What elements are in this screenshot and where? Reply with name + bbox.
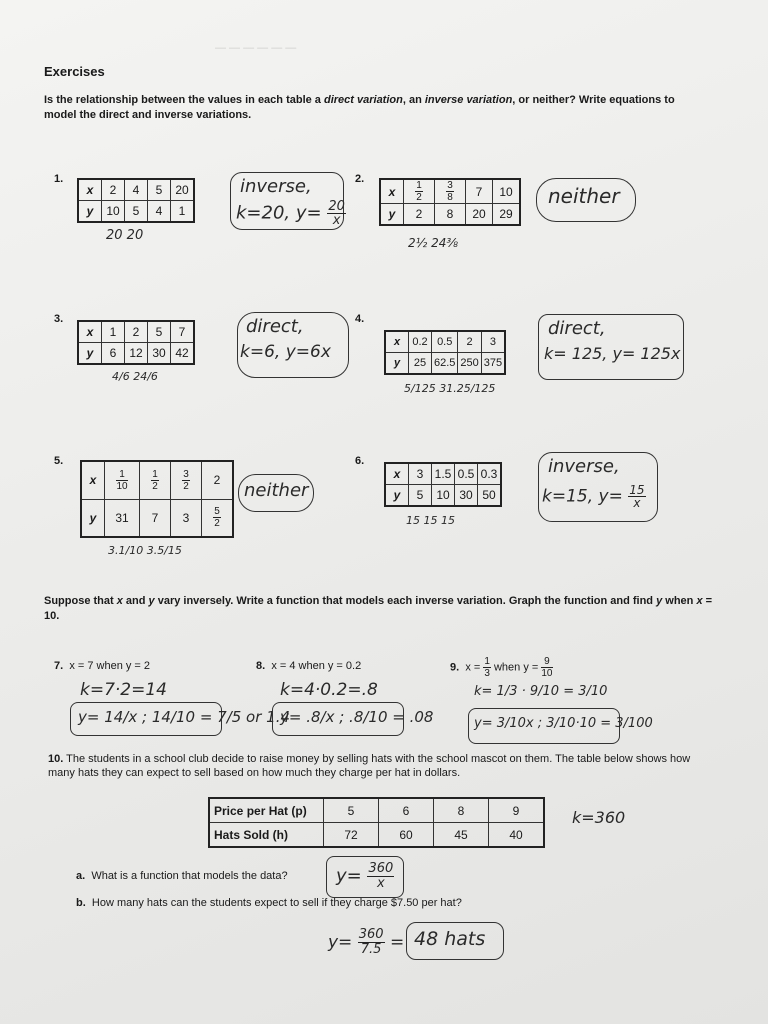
table-cell: 4 — [148, 201, 171, 223]
question-label: a. — [76, 870, 86, 882]
problem-8-work: k=4·0.2=.8 — [280, 680, 378, 700]
table-cell — [105, 461, 140, 499]
problem-7-answer: y= 14/x ; 14/10 = 7/5 or 1.4 — [78, 708, 291, 726]
fraction — [151, 469, 159, 492]
denominator: 10 — [116, 480, 128, 492]
problem-7 — [54, 660, 150, 672]
problem-text: x = 7 when y = 2 — [69, 660, 151, 672]
problem-number: 10. — [48, 753, 64, 765]
problem-7-work: k=7·2=14 — [80, 680, 168, 700]
y-header: y — [78, 201, 102, 223]
table-cell: 2 — [102, 179, 125, 201]
table-cell: 2 — [125, 321, 148, 343]
numerator: 360 — [358, 927, 384, 942]
numerator: 1 — [416, 180, 422, 191]
sec-var: x — [696, 595, 703, 607]
answer-fraction — [327, 200, 346, 227]
exercise-1-work: 20 20 — [106, 228, 144, 243]
exercise-1-answer-line2 — [236, 200, 346, 227]
exercise-3-number: 3. — [54, 313, 64, 325]
table-cell: 40 — [489, 823, 545, 848]
exercise-6-answer-line1: inverse, — [548, 456, 620, 477]
exercise-6-table — [384, 462, 502, 507]
table-cell: 20 — [466, 204, 493, 226]
answer-fraction — [367, 862, 394, 891]
exercise-2-number: 2. — [355, 173, 365, 185]
numerator: 1 — [116, 469, 127, 481]
question-text: How many hats can the students expect to sell if they charge $7.50 per hat? — [91, 897, 462, 909]
problem-text: x = 4 when y = 0.2 — [271, 660, 362, 672]
answer-lhs: y= — [336, 865, 362, 887]
exercise-4-table — [384, 330, 506, 375]
exercise-5-answer: neither — [244, 480, 309, 501]
sec-text: and — [122, 595, 149, 607]
problem-text: The students in a school club decide to raise money by selling hats with the school mascot on them. The table below shows how many hats they can expect to sell based on how much they charge per hat in dollars. — [48, 753, 691, 779]
denominator: x — [332, 213, 341, 228]
table-cell: 0.5 — [455, 463, 478, 485]
table-cell — [171, 461, 202, 499]
problem-number: 9. — [450, 661, 460, 674]
table-cell: 2 — [202, 461, 234, 499]
numerator: 3 — [183, 468, 189, 480]
exercise-6-number: 6. — [355, 455, 365, 467]
fraction — [541, 656, 552, 679]
table-cell: 2 — [404, 204, 435, 226]
exercise-2-work: 2½ 24⅜ — [408, 236, 458, 250]
row-label-price: Price per Hat (p) — [209, 798, 324, 823]
problem-number: 7. — [54, 660, 64, 672]
fraction — [415, 180, 423, 203]
work-lhs: y= — [328, 932, 353, 953]
table-cell — [435, 179, 466, 204]
instructions — [44, 93, 684, 123]
problem-9 — [450, 656, 553, 679]
exercise-3-answer-line1: direct, — [246, 316, 304, 337]
numerator: 3 — [447, 180, 453, 191]
denominator: 8 — [447, 192, 453, 203]
exercise-4-answer-line2: k= 125, y= 125x — [544, 344, 681, 363]
sec-text: vary inversely. Write a function that models each inverse variation. Graph the function and find — [154, 595, 657, 607]
y-header: y — [380, 204, 404, 226]
exercise-6-work: 15 15 15 — [406, 514, 455, 527]
exercise-4-work: 5/125 31.25/125 — [404, 382, 496, 395]
answer-text: k=20, y= — [236, 202, 322, 224]
table-cell — [404, 179, 435, 204]
table-cell: 7 — [466, 179, 493, 204]
y-header: y — [81, 499, 105, 537]
table-cell: 5 — [324, 798, 379, 823]
table-cell: 7 — [140, 499, 171, 537]
problem-text: when y = — [490, 661, 542, 674]
table-cell: 50 — [478, 485, 502, 507]
table-cell — [140, 461, 171, 499]
table-cell: 1 — [171, 201, 195, 223]
section-2-instructions — [44, 594, 724, 624]
problem-number: 8. — [256, 660, 266, 672]
question-b-answer: 48 hats — [414, 928, 486, 950]
table-cell: 3 — [171, 499, 202, 537]
table-cell: 10 — [493, 179, 521, 204]
numerator: 1 — [484, 656, 490, 667]
sec-var: y — [656, 595, 663, 607]
table-cell: 30 — [455, 485, 478, 507]
exercise-2-answer: neither — [548, 184, 620, 208]
table-cell: 25 — [409, 353, 432, 375]
instructions-mid: , an — [402, 94, 425, 106]
answer-text: k=15, y= — [542, 486, 623, 507]
table-cell: 6 — [379, 798, 434, 823]
numerator: 5 — [214, 506, 220, 518]
instructions-part1: Is the relationship between the values in each table a — [44, 94, 324, 106]
table-cell: 3 — [481, 331, 505, 353]
question-b — [76, 897, 462, 909]
table-cell: 0.3 — [478, 463, 502, 485]
x-header: x — [380, 179, 404, 204]
exercise-4-answer-line1: direct, — [548, 318, 606, 339]
exercise-4-number: 4. — [355, 313, 365, 325]
numerator: 9 — [541, 656, 552, 668]
table-cell — [202, 499, 234, 537]
table-cell: 10 — [102, 201, 125, 223]
table-cell: 60 — [379, 823, 434, 848]
table-cell: 4 — [125, 179, 148, 201]
fraction — [483, 656, 491, 679]
numerator: 1 — [152, 468, 158, 480]
table-cell: 0.5 — [432, 331, 458, 353]
problem-10 — [48, 752, 698, 780]
x-header: x — [78, 321, 102, 343]
sec-text: Suppose that — [44, 595, 117, 607]
table-cell: 3 — [409, 463, 432, 485]
question-text: What is a function that models the data? — [91, 870, 288, 882]
instructions-direct: direct variation — [323, 94, 403, 106]
question-a-answer — [336, 862, 394, 891]
sec-text: when — [662, 595, 697, 607]
denominator: 2 — [152, 480, 158, 492]
k-note: k=360 — [572, 808, 626, 827]
table-cell: 1 — [102, 321, 125, 343]
problem-9-work: k= 1/3 · 9/10 = 3/10 — [474, 684, 608, 699]
table-cell: 62.5 — [432, 353, 458, 375]
x-header: x — [78, 179, 102, 201]
exercise-6-answer-line2 — [542, 484, 646, 509]
exercise-5-table — [80, 460, 234, 538]
x-header: x — [81, 461, 105, 499]
table-cell: 5 — [125, 201, 148, 223]
table-cell: 2 — [458, 331, 481, 353]
instructions-part2: , or neither? Write equations to model the direct and inverse variations. — [44, 94, 675, 121]
table-cell: 9 — [489, 798, 545, 823]
work-fraction — [358, 928, 385, 957]
exercise-2-table — [379, 178, 521, 226]
instructions-inverse: inverse variation — [424, 94, 513, 106]
exercise-1-table — [77, 178, 195, 223]
table-cell: 45 — [434, 823, 489, 848]
denominator: 2 — [183, 480, 189, 492]
table-cell: 7 — [171, 321, 195, 343]
page-title: Exercises — [44, 64, 105, 79]
table-cell: 30 — [148, 343, 171, 365]
problem-text: x = — [465, 661, 484, 674]
exercise-5-number: 5. — [54, 455, 64, 467]
problem-8 — [256, 660, 361, 672]
denominator: 3 — [484, 668, 490, 679]
table-cell: 12 — [125, 343, 148, 365]
row-label-hats: Hats Sold (h) — [209, 823, 324, 848]
table-cell: 8 — [434, 798, 489, 823]
table-cell: 1.5 — [432, 463, 455, 485]
answer-fraction — [628, 484, 645, 509]
exercise-3-answer-line2: k=6, y=6x — [240, 342, 331, 362]
fraction — [116, 469, 127, 492]
question-b-work: y= $\frac{360}{7.5}$ = — [328, 927, 405, 957]
sec-var: y — [148, 595, 155, 607]
denominator: 2 — [214, 518, 220, 530]
exercise-5-work: 3.1/10 3.5/15 — [108, 544, 182, 557]
y-header: y — [385, 485, 409, 507]
question-a — [76, 870, 288, 882]
denominator: x — [633, 496, 641, 510]
sec-text: = 10. — [44, 595, 713, 622]
table-cell: 29 — [493, 204, 521, 226]
denominator: 10 — [541, 668, 553, 679]
sec-var: x — [116, 595, 123, 607]
fraction — [446, 180, 454, 203]
table-cell: 31 — [105, 499, 140, 537]
numerator: 360 — [368, 861, 394, 876]
denominator: 2 — [416, 192, 422, 203]
table-cell: 5 — [148, 321, 171, 343]
table-cell: 5 — [409, 485, 432, 507]
fraction — [213, 506, 221, 529]
table-cell: 72 — [324, 823, 379, 848]
problem-8-answer: y= .8/x ; .8/10 = .08 — [280, 708, 434, 726]
table-cell: 10 — [432, 485, 455, 507]
numerator: 15 — [629, 483, 645, 497]
numerator: 20 — [328, 199, 345, 214]
x-header: x — [385, 463, 409, 485]
table-cell: 375 — [481, 353, 505, 375]
table-cell: 20 — [171, 179, 195, 201]
table-cell: 42 — [171, 343, 195, 365]
table-cell: 5 — [148, 179, 171, 201]
y-header: y — [385, 353, 409, 375]
exercise-3-work: 4/6 24/6 — [112, 370, 158, 383]
bleed-through-text: — — — — — — — [215, 42, 297, 54]
table-cell: 8 — [435, 204, 466, 226]
question-label: b. — [76, 897, 86, 909]
exercise-3-table — [77, 320, 195, 365]
table-cell: 250 — [458, 353, 481, 375]
hats-table — [208, 797, 545, 848]
denominator: 7.5 — [360, 942, 382, 957]
fraction — [182, 469, 190, 492]
exercise-1-answer-line1: inverse, — [240, 176, 312, 197]
exercise-1-number: 1. — [54, 173, 64, 185]
denominator: x — [377, 876, 385, 891]
x-header: x — [385, 331, 409, 353]
table-cell: 0.2 — [409, 331, 432, 353]
y-header: y — [78, 343, 102, 365]
table-cell: 6 — [102, 343, 125, 365]
problem-9-answer: y= 3/10x ; 3/10·10 = 3/100 — [474, 716, 653, 731]
